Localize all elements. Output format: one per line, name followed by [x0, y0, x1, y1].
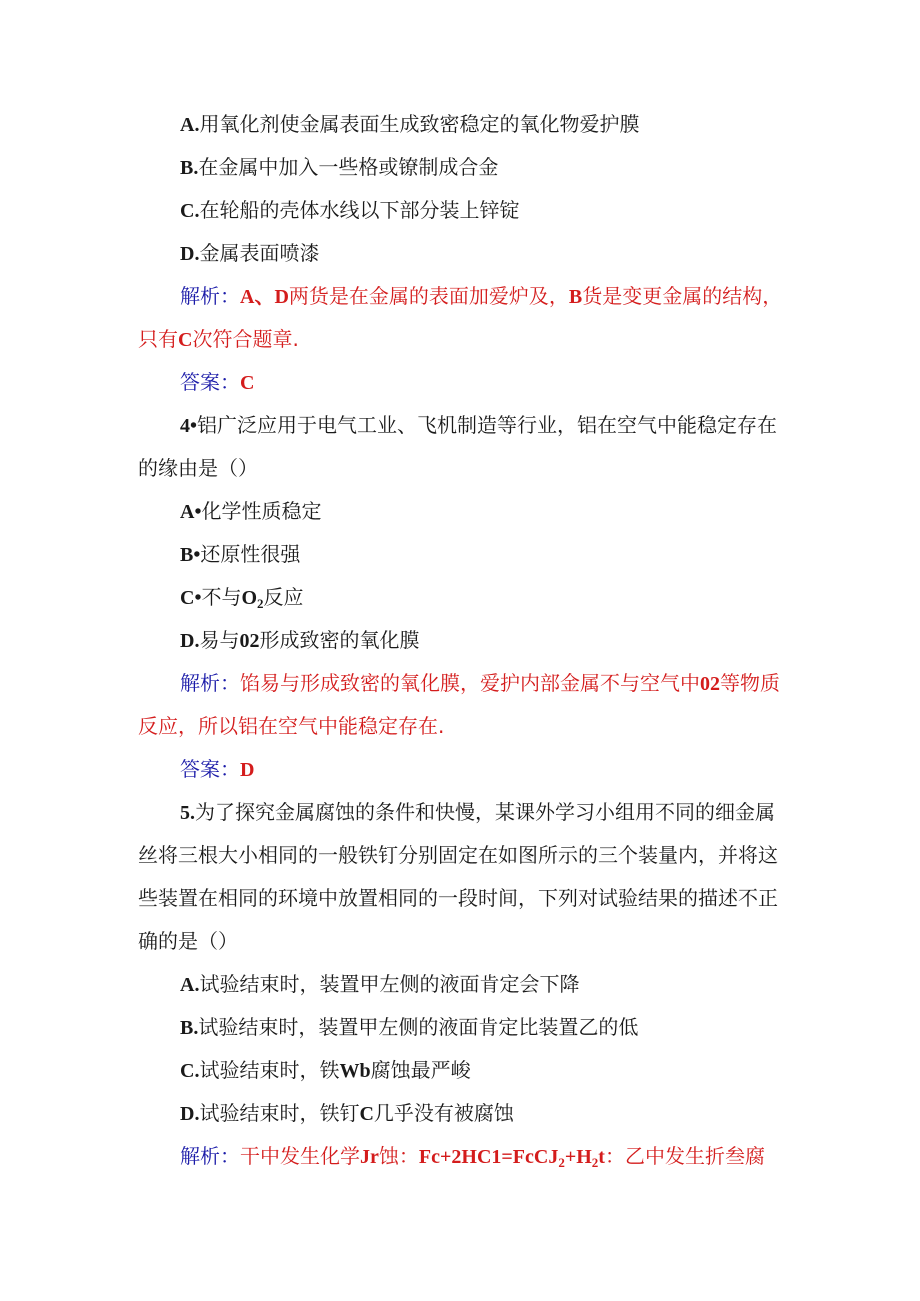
q5-option-c: [180, 1054, 920, 1087]
analysis-text: 只有: [138, 327, 178, 351]
option-text: 几乎没有被腐蚀: [373, 1101, 514, 1125]
option-text: 还原性很强: [200, 542, 301, 566]
chemical-equation: t: [598, 1146, 605, 1168]
q5-option-b: [180, 1011, 920, 1044]
option-label: D.: [180, 1103, 200, 1125]
chemical-formula: 02: [239, 630, 260, 652]
q4-option-b: [180, 538, 920, 571]
question-text: 丝将三根大小相同的一般铁钉分别固定在如图所示的三个装量内，并将这: [138, 843, 778, 867]
analysis-text: 馅易与形成致密的氧化膜，爱护内部金属不与空气中: [240, 671, 700, 695]
analysis-tag: 解析：: [180, 671, 240, 695]
question-number: 4•: [180, 415, 198, 437]
q4-analysis-line2: [138, 710, 920, 742]
option-label: B.: [180, 157, 199, 179]
option-text: 试验结束时，铁钉: [199, 1101, 360, 1125]
option-label: C.: [180, 200, 200, 222]
q5-option-d: [180, 1097, 920, 1130]
option-label: C•: [180, 587, 202, 609]
q4-option-d: [180, 624, 920, 657]
analysis-bold: A、D: [240, 286, 289, 308]
answer-tag: 答案：: [180, 757, 240, 781]
analysis-text: ：乙中发生折叁腐: [604, 1144, 765, 1168]
analysis-tag: 解析：: [180, 1144, 240, 1168]
question-text: 的缘由是（）: [138, 456, 258, 480]
analysis-text: 次符合题章.: [192, 327, 299, 351]
option-text: 腐蚀最严峻: [370, 1058, 471, 1082]
q4-option-a: [180, 495, 920, 528]
q3-option-b: [180, 151, 920, 184]
option-text: 在金属中加入一些格或镣制成合金: [198, 155, 499, 179]
option-bold: Wb: [339, 1060, 371, 1082]
analysis-text: 等物质: [720, 671, 780, 695]
q5-analysis-line1: [180, 1140, 920, 1173]
option-label: D.: [180, 630, 200, 652]
q3-option-c: [180, 194, 920, 227]
q4-answer: [180, 753, 920, 786]
q3-option-d: [180, 237, 920, 270]
formula-subscript: 2: [558, 1155, 565, 1170]
analysis-bold: Jr: [360, 1146, 379, 1168]
option-label: A•: [180, 501, 202, 523]
option-text: 在轮船的壳体水线以下部分装上锌锭: [199, 198, 520, 222]
question-text: 为了探究金属腐蚀的条件和快慢，某课外学习小组用不同的细金属: [195, 800, 775, 824]
option-text: 用氧化剂使金属表面生成致密稳定的氧化物爱护膜: [199, 112, 640, 136]
q5-option-a: [180, 968, 920, 1001]
q3-analysis-line2: [138, 323, 920, 356]
question-text: 些装置在相同的环境中放置相同的一段时间，下列对试验结果的描述不正: [138, 886, 778, 910]
analysis-bold: 02: [700, 673, 720, 695]
option-text: 试验结束时，装置甲左侧的液面肯定会下降: [199, 972, 580, 996]
formula-subscript: 2: [257, 596, 264, 611]
option-text: 试验结束时，装置甲左侧的液面肯定比装置乙的低: [198, 1015, 639, 1039]
question-number: 5.: [180, 802, 195, 824]
analysis-text: 货是变更金属的结构，: [582, 284, 783, 308]
analysis-text: 蚀：: [378, 1144, 419, 1168]
chemical-equation: +H: [564, 1146, 592, 1168]
q3-answer: [180, 366, 920, 399]
option-label: C.: [180, 1060, 200, 1082]
q5-stem-line4: [138, 925, 920, 957]
option-text: 易与: [199, 628, 240, 652]
option-label: D.: [180, 243, 200, 265]
answer-tag: 答案：: [180, 370, 240, 394]
option-label: A.: [180, 974, 200, 996]
option-text: 金属表面喷漆: [199, 241, 320, 265]
q3-analysis-line1: [180, 280, 920, 313]
q4-stem-line2: [138, 452, 920, 484]
analysis-text: 干中发生化学: [240, 1144, 360, 1168]
option-label: B.: [180, 1017, 199, 1039]
q4-analysis-line1: [180, 667, 920, 700]
answer-value: D: [240, 759, 255, 781]
analysis-tag: 解析：: [180, 284, 240, 308]
option-text: 不与: [201, 585, 242, 609]
chemical-equation: Fc+2HC1=FcCJ: [418, 1146, 559, 1168]
q4-stem-line1: [180, 409, 920, 442]
question-text: 铝广泛应用于电气工业、飞机制造等行业，铝在空气中能稳定存在: [197, 413, 778, 437]
analysis-bold: B: [568, 286, 583, 308]
option-label: B•: [180, 544, 201, 566]
option-text: 形成致密的氧化膜: [259, 628, 420, 652]
option-bold: C: [359, 1103, 374, 1125]
option-text: 化学性质稳定: [201, 499, 322, 523]
q5-stem-line1: [180, 796, 920, 829]
option-label: A.: [180, 114, 200, 136]
option-text: 反应: [263, 585, 304, 609]
q3-option-a: [180, 108, 920, 141]
analysis-bold: C: [178, 329, 193, 351]
analysis-text: 反应，所以铝在空气中能稳定存在.: [138, 714, 445, 738]
option-text: 试验结束时，铁: [199, 1058, 340, 1082]
question-text: 确的是（）: [138, 929, 238, 953]
q4-option-c: [180, 581, 920, 614]
answer-value: C: [240, 372, 255, 394]
chemical-formula: O: [241, 587, 258, 609]
formula-subscript: 2: [591, 1155, 599, 1170]
analysis-text: 两货是在金属的表面加爱炉及，: [288, 284, 569, 308]
q5-stem-line3: [138, 882, 920, 914]
q5-stem-line2: [138, 839, 920, 871]
